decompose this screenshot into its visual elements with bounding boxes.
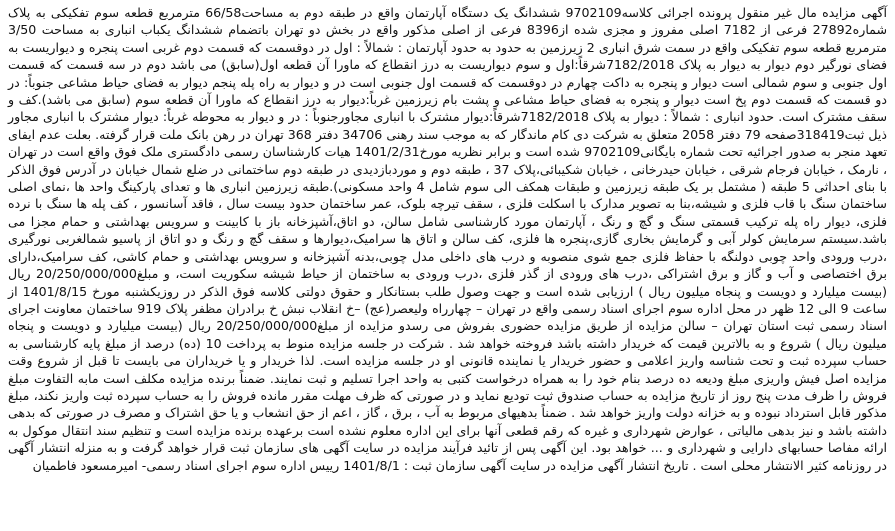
- notice-body: آگهی مزایده مال غیر منقول پرونده اجرائی کلاسه9702109 ششدانگ یک دستگاه آپارتمان واقع در طبقه دوم به مساحت66/58 مترمربع قطعه سوم تفکیکی به پلاک شماره27892 فرعی از 7182 اصلی مفروز و مجزی شده از8396 فرعی از اصلی مذکور واقع در بخش دو تهران باتضمام ششدانگ یکباب انباری به مساحت 3/50 مترمربع قطعه سوم تفکیکی واقع در سمت شرق انباری 2 زیرزمین به حدود به حدود آپارتمان : شمالاً : اول در دوقسمت که قسمت دوم غربی است پنجره و دیواریست به فضای نورگیر دوم دیوار به دیوار به پلاک 7182/2018شرقاً:اول و سوم دیواریست به درز انقطاع که ماورا آن قطعه اول(سابق) می باشد دوم در سه قسمت که قسمت اول جنوبی و سوم شمالی است دیوار و پنجره به داکت چهارم در دوقسمت که قسمت اول جنوبی است در و دیوار به راه پله پنجم دیوار به فضای حیاط مشاعی جنوباً: در دو قسمت که قسمت دوم پخ است دیوار و پنجره به فضای حیاط مشاعی و پشت بام زیرزمین غرباً:دیوار به درز انقطاع که ماورا آن قطعه سوم (سابق می باشد).کف و سقف مشترک است. حدود انباری : شمالاً : دیوار به پلاک 7182/2018شرقاً:دیوار مشترک با انباری مجاورجنوباً : در و دیوار به محوطه غرباً: دیوار مشترک با انباری مجاور ذیل ثبت318419صفحه 79 دفتر 2058 متعلق به شرکت دی کام ماندگار که به موجب سند رهنی 34706 دفتر 368 تهران در رهن بانک ملت قرار گرفته. بعلت عدم ایفای تعهد منجر به صدور اجرائیه تحت شماره بایگانی9702109 شده است و برابر نظریه مورخ1401/2/31 هیات کارشناسان رسمی دادگستری ملک فوق واقع است در تهران ، نارمک ، خیابان فرجام شرقی ، خیابان حیدرخانی ، خیابان شکیبائی،پلاک 37 ، طبقه دوم و موردبازدیدی در طبقه دوم ساختمانی در ضلع شمال خیابان در آدرس فوق الذکر با بنای احداثی 5 طبقه ( مشتمل بر یک طبقه زیرزمین و طبقات همکف الی سوم شامل 4 واحد مسکونی).طبقه زیرزمین انباری ها و تعدای پارکینگ واحد ها ،نمای اصلی ساختمان سنگ با قاب فلزی و شیشه،بنا به تصویر مدارک با اسکلت فلزی ، سقف تیرچه بلوک، عمر ساختمان حدود بیست سال ، فاقد آسانسور ، کف پله ها سنگ با نرده فلزی، دیوار راه پله ترکیب قسمتی سنگ و گچ و رنگ ، آپارتمان مورد کارشناسی شامل سالن، دو اتاق،آشپزخانه باز با کابینت و سرویس بهداشتی و حمام مجزا می باشد.سیستم سرمایش کولر آبی و گرمایش بخاری گازی،پنجره ها فلزی، کف سالن و اتاق ها سرامیک،دیوارها و سقف گچ و رنگ و دو اتاق از پاسیو شمالغربی نورگیری ،درب ورودی واحد چوبی دولنگه با حفاظ فلزی جمع شوی منصوبه و درب های داخلی مدل چوبی،بدنه آشپزخانه و سرویس بهداشتی و حمام کاشی، کف سرامیک،دارای برق اختصاصی و آب و گاز و برق اشتراکی ،درب های ورودی از گذر فلزی ،درب ورودی به ساختمان از حیاط شیشه سکوریت است، و مبلغ20/250/000/000 ریال (بیست میلیارد و دویست و پنجاه میلیون ریال ) ارزیابی شده است و جهت وصول طلب بستانکار و حقوق دولتی کلاسه فوق الذکر در روزیکشنبه مورخ 1401/8/15 از ساعت 9 الی 12 ظهر در محل اداره سوم اجرای اسناد رسمی واقع در تهران – چهارراه ولیعصر(عج) –خ انقلاب نبش خ برادران مظفر پلاک 919 ساختمان معاونت اجرای اسناد رسمی ثبت استان تهران – سالن مزایده از طریق مزایده حضوری بفروش می رسدو مزایده از مبلغ20/250/000/000 ریال (بیست میلیارد و دویست و پنجاه میلیون ریال ) شروع و به بالاترین قیمت که خریدار داشته باشد فروخته خواهد شد . شرکت در جلسه مزایده منوط به پرداخت 10 (ده) درصد از مبلغ پایه کارشناسی به حساب سپرده ثبت و تحت شناسه واریز اعلامی و حضور خریدار یا نماینده قانونی او در جلسه مزایده است. لذا خریدار و یا خریداران می بایست تا قبل از شروع وقت مزایده اصل فیش واریزی مبلغ ودیعه ده درصد بنام خود را به همراه درخواست کتبی به واحد اجرا تسلیم و ثبت نمایند. ضمناً برنده مزایده مکلف است مابه التفاوت مبلغ فروش را ظرف مدت پنج روز از تاریخ مزایده به حساب صندوق ثبت تودیع نماید و در صورتی که ظرف مهلت مقرر مانده فروش را به حساب سپرده ثبت واریز نکند، مبلغ مذکور قابل استرداد نبوده و به خزانه دولت واریز خواهد شد . ضمناً بدهیهای مربوط به آب ، برق ، گاز ، اعم از حق انشعاب و یا حق اشتراک و مصرف در صورتی که بدهی داشته باشد و نیز بدهی مالیاتی ، عوارض شهرداری و غیره که رقم قطعی آنها برای این اداره معلوم نشده است برعهده برنده مزایده است و تنظیم سند انتقال موکول به ارائه مفاصا حسابهای دارایی و شهرداری و ... خواهد بود. این آگهی پس از تائید فرآیند مزایده در سایت آگهی های سازمان ثبت قرار خواهد گرفت و به منزله انتشار آگهی در روزنامه کثیر الانتشار محلی است . تاریخ انتشار آگهی مزایده در سایت آگهی سازمان ثبت : 1401/8/1 رییس اداره سوم اجرای اسناد رسمی- امیرمسعود فاطمیان: [8, 5, 888, 473]
